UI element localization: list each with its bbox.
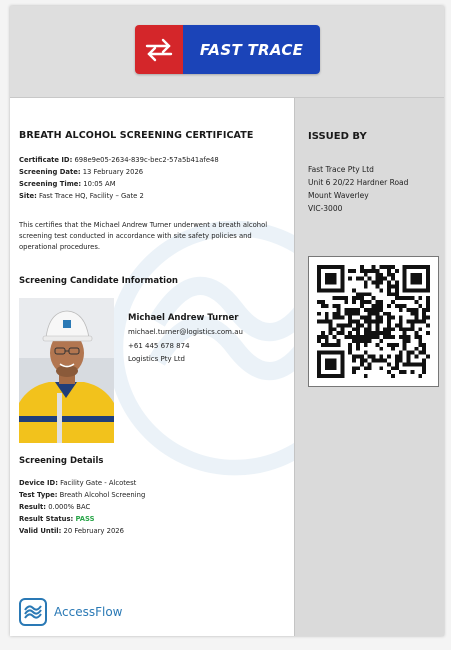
test-type	[19, 491, 145, 499]
accessflow-logo-text: AccessFlow	[54, 605, 123, 619]
accessflow-logo	[19, 598, 122, 626]
site-value: Fast Trace HQ, Facility – Gate 2	[38, 192, 144, 200]
issued-by-title: ISSUED BY	[308, 131, 367, 142]
candidate-phone: +61 445 678 874	[128, 342, 190, 350]
accessflow-logo-icon	[19, 598, 47, 626]
screening-date-value: 13 February 2026	[82, 168, 144, 176]
device-id	[19, 479, 136, 487]
header-bar	[10, 6, 444, 98]
valid-until-label: Valid Until:	[19, 527, 62, 535]
result-status-badge: PASS	[75, 515, 95, 523]
main-column	[10, 98, 294, 636]
issuer-column	[294, 98, 444, 636]
valid-until-value: 20 February 2026	[63, 527, 124, 535]
qr-code	[308, 256, 439, 387]
qr-code-icon	[317, 265, 430, 378]
valid-until	[19, 527, 124, 535]
screening-date-label: Screening Date:	[19, 168, 81, 176]
fast-trace-logo	[135, 25, 320, 74]
test-type-value: Breath Alcohol Screening	[59, 491, 146, 499]
result	[19, 503, 90, 511]
candidate-photo	[19, 298, 114, 443]
test-type-label: Test Type:	[19, 491, 58, 499]
issuer-suburb: Mount Waverley	[308, 191, 369, 200]
certificate-page	[10, 6, 444, 636]
screening-time-label: Screening Time:	[19, 180, 82, 188]
certification-statement: This certifies that the Michael Andrew Turner underwent a breath alcohol screening test conducted in accordance with site safety policies and operational procedures.	[19, 221, 268, 251]
brand-name: FAST TRACE	[183, 25, 320, 74]
issuer-state: VIC-3000	[308, 204, 343, 213]
candidate-name: Michael Andrew Turner	[128, 313, 239, 323]
device-id-value: Facility Gate - Alcotest	[60, 479, 137, 487]
details-section-title: Screening Details	[19, 456, 104, 466]
certificate-id	[19, 156, 219, 164]
result-value: 0.000% BAC	[48, 503, 91, 511]
certificate-id-value: 698e9e05-2634-839c-bec2-57a5b41afe48	[74, 156, 219, 164]
issuer-company: Fast Trace Pty Ltd	[308, 165, 374, 174]
issuer-address-line1: Unit 6 20/22 Hardner Road	[308, 178, 409, 187]
arrows-exchange-icon	[135, 25, 183, 74]
site-label: Site:	[19, 192, 37, 200]
screening-time	[19, 180, 116, 188]
result-status-label: Result Status:	[19, 515, 74, 523]
screening-date	[19, 168, 143, 176]
certificate-title: BREATH ALCOHOL SCREENING CERTIFICATE	[19, 130, 254, 141]
result-status	[19, 515, 95, 523]
candidate-company: Logistics Pty Ltd	[128, 355, 185, 363]
candidate-email: michael.turner@logistics.com.au	[128, 328, 243, 336]
result-label: Result:	[19, 503, 47, 511]
candidate-section-title: Screening Candidate Information	[19, 276, 178, 286]
screening-site	[19, 192, 144, 200]
screening-time-value: 10:05 AM	[83, 180, 116, 188]
device-id-label: Device ID:	[19, 479, 58, 487]
certificate-id-label: Certificate ID:	[19, 156, 73, 164]
